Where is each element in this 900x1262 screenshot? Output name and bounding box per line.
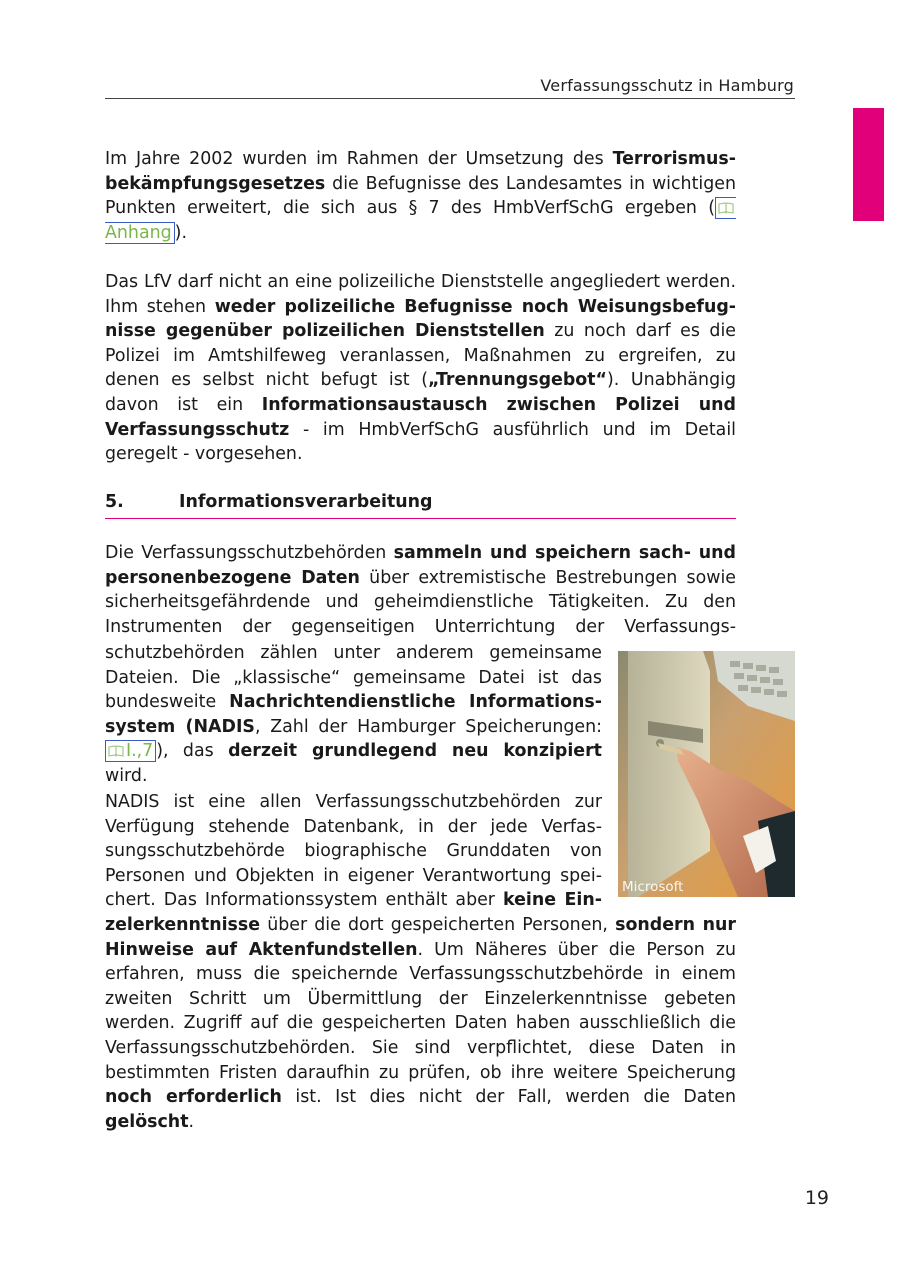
- header-rule: [105, 98, 795, 99]
- para4b-bold-1: zelerkenntnisse: [105, 915, 261, 935]
- photo-hand-inserting-disk: [618, 651, 795, 897]
- book-icon: [718, 202, 734, 214]
- para4b-text-4: .: [188, 1111, 195, 1132]
- para4b-bold-4: gelöscht: [105, 1111, 189, 1132]
- chapter-tab-marker: [853, 108, 884, 221]
- paragraph-terrorism-law: [105, 147, 736, 245]
- para4b-bold-2: sondern nur Hinweise auf Aktenfundstellen: [105, 915, 736, 960]
- paragraph-separation-rule: [105, 270, 736, 467]
- page-number: 19: [804, 1187, 829, 1209]
- para2-text-4: - im HmbVerfSchG ausführlich und im Detail geregelt - vorgesehen.: [105, 419, 736, 465]
- paragraph-nadis-access: [105, 913, 736, 1134]
- para1-text-3: ).: [174, 222, 187, 243]
- para3b-text-3: ), das: [156, 741, 229, 762]
- para3b-bold-1: Nachrichtendienstliche Informationssystem (NADIS: [105, 692, 602, 737]
- para4-bold-1: keine Ein-: [502, 890, 602, 911]
- para2-text-2: zu noch darf es die Polizei im Amtshilfeweg veranlassen, Maßnahmen zu ergreifen, zu denen es selbst nicht befugt ist (: [105, 321, 736, 391]
- para3-text-2: über extremistische Bestrebungen sowie sicherheitsgefährdende und geheimdienstliche Tätigkeiten. Zu den Instrumenten der gegenseitigen Unterrichtung der Verfassungs-: [105, 567, 737, 637]
- para4b-text-2: . Um Näheres über die Person zu erfahren, muss die speichernde Verfassungsschutzbehörde in einem zweiten Schritt um Übermittlung der Einzelerkenntnisse gebeten werden. Zugriff auf die gespeicherten Daten haben ausschließlich die Verfassungsschutzbehörden. Sie sind verpflichtet, diese Daten in bestimmten Fristen daraufhin zu prüfen, ob ihre weitere Speicherung: [105, 939, 737, 1083]
- photo-illustration: [618, 651, 795, 897]
- para3b-bold-2: derzeit grundlegend neu konzipiert: [228, 741, 602, 762]
- running-header-title: Verfassungsschutz in Hamburg: [540, 76, 794, 95]
- section-title: Informationsverarbeitung: [179, 492, 433, 512]
- para4b-text-3: ist. Ist dies nicht der Fall, werden die Daten: [281, 1087, 736, 1108]
- book-icon: [108, 745, 124, 757]
- para4b-bold-3: noch erforderlich: [105, 1087, 282, 1108]
- paragraph-nadis-intro: [105, 641, 602, 789]
- para3b-text-4: wird.: [105, 765, 148, 786]
- paragraph-data-collection: [105, 541, 736, 639]
- para2-bold-1: weder polizeiliche Befugnisse noch Weisungsbefugnisse gegenüber polizeilichen Dienststellen: [105, 296, 736, 342]
- para3b-text-2: , Zahl der Hamburger Speicherungen:: [254, 716, 603, 737]
- para1-text-2: die Befugnisse des Landesamtes in wichtigen Punkten erweitert, die sich aus § 7 des HmbVerfSchG ergeben (: [105, 173, 736, 219]
- para4b-text-1: über die dort gespeicherten Personen,: [260, 915, 616, 935]
- para4-text-1: NADIS ist eine allen Verfassungsschutzbehörden zur Verfügung stehende Datenbank, in der jede Verfassungsschutzbehörde biographische Grunddaten von Personen und Objekten in eigener Verantwortung speichert. Das Informationssystem enthält aber: [105, 792, 602, 911]
- para3-text-1: Die Verfassungsschutzbehörden: [105, 543, 394, 563]
- para1-text-1: Im Jahre 2002 wurden im Rahmen der Umsetzung des: [105, 149, 613, 169]
- paragraph-nadis-database: [105, 790, 602, 913]
- para3b-text-1: schutzbehörden zählen unter anderem gemeinsame Dateien. Die „klassische“ gemeinsame Datei ist das bundesweite: [105, 643, 602, 713]
- para2-bold-3: Informationsaustausch zwischen Polizei und Verfassungsschutz: [105, 394, 737, 440]
- statistics-reference-link[interactable]: [105, 740, 156, 762]
- appendix-reference-text: Anhang: [105, 222, 172, 243]
- para2-text-1: Das LfV darf nicht an eine polizeiliche Dienststelle angegliedert werden. Ihm stehen: [105, 272, 736, 317]
- photo-credit: Microsoft: [622, 879, 684, 895]
- para2-bold-2: „Trennungsgebot“: [428, 370, 607, 391]
- statistics-reference-text: I.,7: [126, 741, 154, 762]
- section-heading: [105, 492, 736, 519]
- para1-bold-1: Terrorismusbekämpfungsgesetzes: [105, 149, 736, 194]
- para2-text-3: ). Unabhängig davon ist ein: [105, 370, 736, 415]
- section-number: 5.: [105, 492, 124, 512]
- para3-bold-1: sammeln und speichern sach- und personenbezogene Daten: [105, 543, 736, 588]
